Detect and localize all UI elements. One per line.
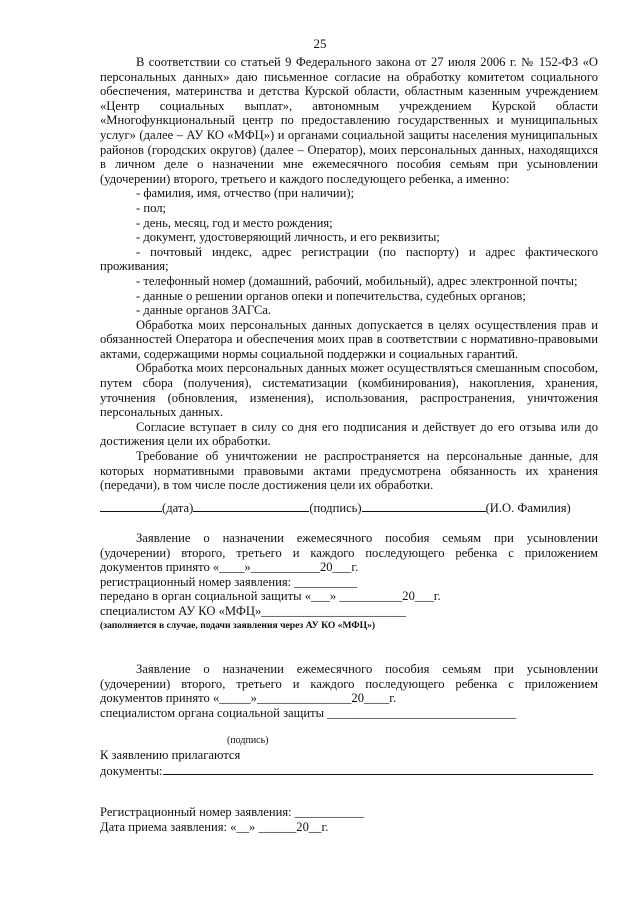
social-acceptance-block xyxy=(100,662,598,720)
date-label: (дата) xyxy=(162,501,194,515)
list-item: - телефонный номер (домашний, рабочий, мобильный), адрес электронной почты; xyxy=(136,273,578,288)
mfc-acceptance-block xyxy=(100,531,598,633)
list-item: - документ, удостоверяющий личность, и его реквизиты; xyxy=(136,230,440,245)
list-item: - данные о решении органов опеки и попечительства, судебных органов; xyxy=(136,288,526,303)
consent-paragraph: В соответствии со статьей 9 Федерального закона от 27 июля 2006 г. № 152-ФЗ «О персональных данных» даю письменное согласие на обработку комитетом социального обеспечения, материнства и детства Курской области, областным казенным учреждением «Центр социальных выплат», автономным учреждением Курской области «Многофункциональный центр по предоставлению государственных и муниципальных услуг» (далее – АУ КО «МФЦ») и органами социальной защиты населения муниципальных районов (городских округов) (далее – Оператор), моих персональных данных, находящихся в личном деле о назначении мне ежемесячного пособия семьям при усыновлении (удочерении) второго, третьего и каждого последующего ребенка, а именно: xyxy=(100,55,598,186)
social-intro: Заявление о назначении ежемесячного пособия семьям при усыновлении (удочерении) второго, третьего и каждого последующего ребенка с приложением документов принято «_____»_______________20____г. xyxy=(100,662,598,706)
footer-reg-number: Регистрационный номер заявления: ___________ xyxy=(100,805,365,819)
social-sign-label: (подпись) xyxy=(227,735,269,746)
consent-paragraph: Требование об уничтожении не распространяется на персональные данные, для которых нормативными правовыми актами предусмотрена обязанность их хранения (передачи), в том числе после достижения цели их обработки. xyxy=(100,449,598,493)
mfc-transferred: передано в орган социальной защиты «___» __________20___г. xyxy=(100,589,441,604)
consent-text xyxy=(100,55,598,493)
mfc-intro: Заявление о назначении ежемесячного пособия семьям при усыновлении (удочерении) второго, третьего и каждого последующего ребенка с приложением документов принято «____»___________20___г. xyxy=(100,531,598,575)
name-label: (И.О. Фамилия) xyxy=(485,501,571,515)
list-item: - почтовый индекс, адрес регистрации (по паспорту) и адрес фактического проживания; xyxy=(100,244,598,274)
attached-label: К заявлению прилагаются xyxy=(100,748,241,762)
social-specialist: специалистом органа социальной защиты ______________________________ xyxy=(100,705,517,720)
page-number: 25 xyxy=(313,36,327,51)
signature-line xyxy=(100,500,598,516)
list-item: - фамилия, имя, отчество (при наличии); xyxy=(136,186,355,201)
mfc-reg-number: регистрационный номер заявления: __________ xyxy=(100,574,358,589)
documents-label: документы: xyxy=(100,763,163,778)
mfc-note: (заполняется в случае, подачи заявления через АУ КО «МФЦ») xyxy=(100,619,376,631)
footer-date: Дата приема заявления: «__» ______20__г. xyxy=(100,819,329,834)
consent-paragraph: Обработка моих персональных данных допускается в целях осуществления прав и обязанностей Оператора и обеспечения моих прав в соответствии с нормативно-правовыми актами, содержащими нормы социальной поддержки и социальных гарантий. xyxy=(100,317,598,361)
list-item: - пол; xyxy=(136,200,166,215)
list-item: - данные органов ЗАГСа. xyxy=(136,303,272,318)
footer-block xyxy=(100,805,598,834)
consent-paragraph: Обработка моих персональных данных может осуществляться смешанным способом, путем сбора (получения), систематизации (комбинирования), накопления, хранения, уточнения (обновления, изменения), использования, распространения, уничтожения персональных данных. xyxy=(100,361,598,420)
mfc-specialist: специалистом АУ КО «МФЦ»_______________________ xyxy=(100,603,407,618)
attachments-block xyxy=(100,748,598,778)
list-item: - день, месяц, год и место рождения; xyxy=(136,215,333,230)
signature-label: (подпись) xyxy=(309,501,362,515)
consent-paragraph: Согласие вступает в силу со дня его подписания и действует до его отзыва или до достижения цели их обработки. xyxy=(100,419,598,449)
